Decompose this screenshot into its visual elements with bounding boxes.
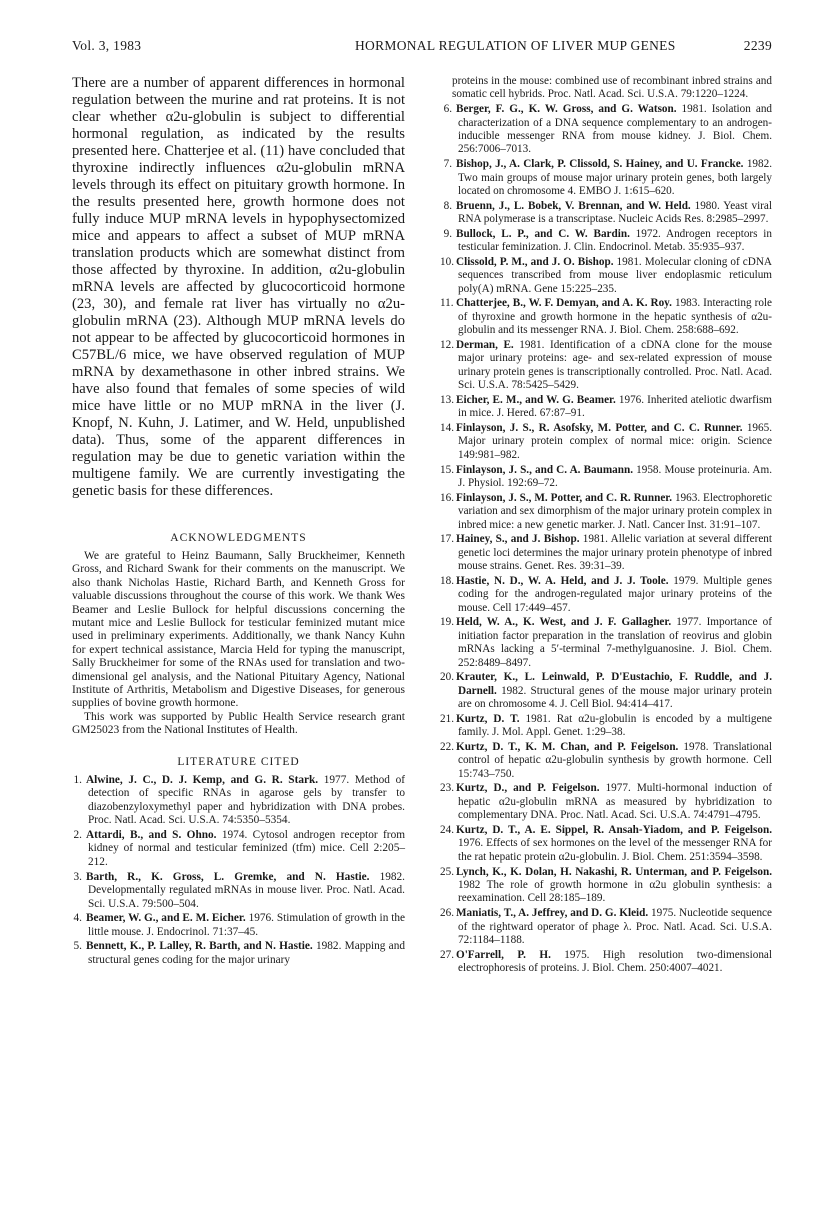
- reference-number: 8.: [443, 199, 452, 212]
- right-column: [442, 75, 772, 977]
- reference-text: 1982. Developmentally regulated mRNAs in mouse liver. Proc. Natl. Acad. Sci. U.S.A. 79:500–504.: [88, 870, 405, 910]
- reference-item: [442, 782, 772, 822]
- reference-text: 1972. Androgen receptors in testicular feminization. J. Clin. Endocrinol. Metab. 35:935–937.: [458, 227, 772, 254]
- reference-item: [442, 394, 772, 421]
- reference-authors: Bishop, J., A. Clark, P. Clissold, S. Hainey, and U. Francke.: [456, 158, 744, 171]
- reference-authors: Kurtz, D. T., A. E. Sippel, R. Ansah-Yiadom, and P. Feigelson.: [456, 824, 772, 837]
- reference-text: 1977. Importance of initiation factor preparation in the translation of reovirus and globin mRNAs lacking a 5′-terminal 7-methylguanosine. J. Biol. Chem. 252:8489–8497.: [458, 616, 772, 669]
- left-column: [72, 75, 405, 969]
- reference-number: 22.: [440, 740, 454, 753]
- reference-item: [442, 158, 772, 198]
- reference-item: [72, 940, 405, 967]
- reference-authors: Lynch, K., K. Dolan, H. Nakashi, R. Unterman, and P. Feigelson.: [456, 865, 772, 878]
- reference-text: 1977. Multi-hormonal induction of hepatic α2u-globulin mRNA as measured by hybridization to complementary DNA. Proc. Natl. Acad. Sci. U.S.A. 74:4791–4795.: [458, 782, 773, 822]
- reference-authors: O'Farrell, P. H.: [456, 948, 551, 961]
- reference-text: 1975. High resolution two-dimensional electrophoresis of proteins. J. Biol. Chem. 250:4007–4021.: [458, 948, 772, 975]
- reference-list-left: [72, 774, 405, 968]
- reference-authors: Kurtz, D. T.: [456, 712, 520, 725]
- reference-item: [72, 871, 405, 912]
- reference-item: [442, 866, 772, 906]
- reference-item: [442, 616, 772, 670]
- reference-number: 12.: [440, 338, 454, 351]
- reference-text: 1983. Interacting role of thyroxine and growth hormone in the hepatic synthesis of α2u-globulin and its messenger RNA. J. Biol. Chem. 258:688–692.: [458, 297, 772, 337]
- reference-number: 23.: [440, 782, 454, 795]
- reference-item: [442, 824, 772, 864]
- reference-number: 16.: [440, 491, 454, 504]
- acknowledgments-paragraph: We are grateful to Heinz Baumann, Sally Bruckheimer, Kenneth Gross, and Richard Swank for their comments on the manuscript. We also thank Nicholas Hastie, Richard Barth, and Kenneth Gross for valuable discussions throughout the course of this work. We thank Wes Beamer and Leslie Bullock for helpful discussions concerning the mutant mice and Leslie Bullock for testicular feminized mutant mice used in preliminary experiments. Additionally, we thank Nancy Kuhn for expert technical assistance, Marcia Held for typing the manuscript, Sally Bruckheimer for some of the RNAs used for translation and two-dimensional gel analysis, and the National Pituitary Agency, National Institute of Arthritis, Metabolism and Digestive Diseases, for generous supplies of bovine growth hormone.: [72, 550, 405, 710]
- reference-authors: Bullock, L. P., and C. W. Bardin.: [456, 227, 630, 240]
- reference-authors: Eicher, E. M., and W. G. Beamer.: [456, 393, 616, 406]
- reference-authors: Clissold, P. M., and J. O. Bishop.: [456, 255, 614, 268]
- reference-text: 1977. Method of detection of specific RNAs in agarose gels by transfer to diazobenzyloxymethyl paper and hybridization with DNA probes. Proc. Natl. Acad. Sci. U.S.A. 74:5350–5354.: [88, 773, 405, 827]
- reference-authors: Finlayson, J. S., R. Asofsky, M. Potter, and C. C. Runner.: [456, 422, 743, 435]
- reference-number: 10.: [440, 255, 454, 268]
- reference-item: [442, 741, 772, 781]
- acknowledgments-heading: ACKNOWLEDGMENTS: [170, 532, 307, 544]
- reference-number: 26.: [440, 907, 454, 920]
- running-title: HORMONAL REGULATION OF LIVER MUP GENES: [355, 38, 676, 53]
- reference-item: [72, 912, 405, 939]
- reference-number: 13.: [440, 393, 454, 406]
- reference-authors: Finlayson, J. S., M. Potter, and C. R. Runner.: [456, 491, 673, 504]
- reference-text: 1981. Molecular cloning of cDNA sequences transcribed from mouse liver endoplasmic reticulum poly(A) mRNA. Gene 15:225–235.: [458, 255, 772, 295]
- reference-item: [442, 256, 772, 296]
- reference-authors: Alwine, J. C., D. J. Kemp, and G. R. Stark.: [86, 773, 319, 786]
- reference-text: 1981. Rat α2u-globulin is encoded by a multigene family. J. Mol. Appl. Genet. 1:29–38.: [458, 712, 773, 739]
- reference-authors: Barth, R., K. Gross, L. Gremke, and N. Hastie.: [86, 870, 370, 883]
- running-head: [72, 38, 772, 58]
- reference-number: 5.: [73, 940, 82, 953]
- reference-authors: Bennett, K., P. Lalley, R. Barth, and N. Hastie.: [86, 940, 313, 953]
- literature-heading: LITERATURE CITED: [177, 755, 300, 768]
- reference-text: 1958. Mouse proteinuria. Am. J. Physiol. 192:69–72.: [458, 463, 772, 490]
- reference-text: 1963. Electrophoretic variation and sex dimorphism of the major urinary protein complex in inbred mice: a new genetic marker. J. Natl. Cancer Inst. 31:91–107.: [458, 491, 772, 531]
- reference-text: 1975. Nucleotide sequence of the rightward operator of phage λ. Proc. Natl. Acad. Sci. U.S.A. 72:1184–1188.: [458, 907, 772, 947]
- reference-number: 19.: [440, 616, 454, 629]
- reference-number: 20.: [440, 671, 454, 684]
- reference-authors: Bruenn, J., L. Bobek, V. Brennan, and W. Held.: [456, 199, 691, 212]
- volume-label: Vol. 3, 1983: [72, 38, 142, 53]
- reference-item: [442, 949, 772, 976]
- reference-item: [72, 829, 405, 870]
- reference-authors: Chatterjee, B., W. F. Demyan, and A. K. Roy.: [456, 297, 672, 310]
- reference-text: 1979. Multiple genes coding for the androgen-regulated major urinary proteins of the mouse. Cell 17:449–457.: [458, 574, 772, 614]
- reference-item: [442, 339, 772, 393]
- reference-text: 1976. Stimulation of growth in the little mouse. J. Endocrinol. 71:37–45.: [88, 912, 405, 938]
- reference-number: 25.: [440, 865, 454, 878]
- reference-authors: Kurtz, D., and P. Feigelson.: [456, 782, 600, 795]
- reference-text: 1981. Allelic variation at several different genetic loci determines the major urinary protein phenotype of inbred mouse strains. Genet. Res. 39:31–39.: [458, 533, 772, 573]
- reference-text: 1981. Isolation and characterization of a DNA sequence complementary to an androgen-inducible messenger RNA from mouse kidney. J. Biol. Chem. 256:7006–7013.: [458, 103, 773, 156]
- reference-authors: Hastie, N. D., W. A. Held, and J. J. Toole.: [456, 574, 669, 587]
- reference-text: 1982. Structural genes of the mouse major urinary protein are on chromosome 4. J. Cell Biol. 94:414–417.: [458, 684, 772, 711]
- reference-item: [442, 713, 772, 740]
- reference-authors: Hainey, S., and J. Bishop.: [456, 533, 580, 546]
- reference-number: 4.: [73, 912, 82, 925]
- reference-authors: Berger, F. G., K. W. Gross, and G. Watson.: [456, 103, 677, 116]
- reference-number: 7.: [443, 158, 452, 171]
- reference-authors: Beamer, W. G., and E. M. Eicher.: [86, 912, 246, 925]
- reference-authors: Held, W. A., K. West, and J. F. Gallagher.: [456, 616, 672, 629]
- reference-item: [442, 103, 772, 157]
- reference-number: 21.: [440, 712, 454, 725]
- reference-item: [72, 774, 405, 828]
- reference-number: 14.: [440, 422, 454, 435]
- reference-number: 6.: [443, 103, 452, 116]
- discussion-paragraph: There are a number of apparent differences in hormonal regulation between the murine and rat proteins. It is not clear whether α2u-globulin is subject to differential hormonal regulation, as indicated by the results presented here. Chatterjee et al. (11) have concluded that thyroxine indirectly influences α2u-globulin mRNA levels through its effect on pituitary growth hormone. In the results presented here, growth hormone does not fully induce MUP mRNA levels in hypophysectomized mice and appears to affect a subset of MUP mRNA translation products which are somewhat distinct from those affected by thyroxine. In addition, α2u-globulin mRNA levels are affected by glucocorticoid hormone (23, 30), and female rat liver has virtually no α2u-globulin mRNA (23). Although MUP mRNA levels do not appear to be affected by glucocorticoid hormones in C57BL/6 mice, we have observed regulation of MUP mRNA by dexamethasone in other inbred strains. We have also found that females of some species of wild mice have little or no MUP mRNA in the liver (J. Knopf, N. Kuhn, J. Latimer, and W. Held, unpublished data). Thus, some of the apparent differences in regulation may be due to genetic variation within the multigene family. We are currently investigating the genetic basis for these differences.: [72, 75, 405, 499]
- reference-item: [442, 464, 772, 491]
- reference-number: 2.: [73, 828, 82, 841]
- reference-item: [442, 422, 772, 462]
- reference-item: [442, 200, 772, 227]
- reference-text: 1980. Yeast viral RNA polymerase is a transcriptase. Nucleic Acids Res. 8:2985–2997.: [458, 199, 772, 226]
- reference-text: 1978. Translational control of hepatic α2u-globulin synthesis by growth hormone. Cell 15:743–750.: [458, 740, 772, 780]
- reference-number: 17.: [440, 533, 454, 546]
- reference-text: 1976. Inherited ateliotic dwarfism in mice. J. Hered. 67:87–91.: [458, 393, 772, 420]
- reference-text: 1982 The role of growth hormone in α2u globulin synthesis: a reexamination. Cell 28:185–189.: [458, 879, 772, 905]
- reference-number: 1.: [73, 773, 82, 786]
- reference-item: [442, 671, 772, 711]
- reference-authors: Maniatis, T., A. Jeffrey, and D. G. Kleid.: [456, 907, 649, 920]
- reference-text: 1982. Mapping and structural genes coding for the major urinary: [88, 940, 405, 966]
- reference-text: 1974. Cytosol androgen receptor from kidney of normal and testicular feminized (tfm) mice. Cell 2:205–212.: [88, 828, 406, 868]
- reference-text: 1965. Major urinary protein complex of normal mice: origin. Science 149:981–982.: [458, 422, 773, 461]
- reference-number: 9.: [443, 227, 452, 240]
- reference-number: 15.: [440, 463, 454, 476]
- reference-authors: Finlayson, J. S., and C. A. Baumann.: [456, 463, 634, 476]
- reference-number: 11.: [440, 297, 454, 310]
- reference-authors: Attardi, B., and S. Ohno.: [86, 828, 217, 841]
- reference-item: [442, 492, 772, 532]
- reference-item: [442, 228, 772, 255]
- reference-authors: Derman, E.: [456, 338, 514, 351]
- funding-paragraph: This work was supported by Public Health Service research grant GM25023 from the National Institutes of Health.: [72, 710, 405, 737]
- reference-authors: Kurtz, D. T., K. M. Chan, and P. Feigelson.: [456, 740, 679, 753]
- reference-text: 1981. Identification of a cDNA clone for the mouse major urinary proteins: age- and sex-related expression of mouse urinary protein genes is transcriptionally controlled. Proc. Natl. Acad. Sci. U.S.A. 78:5425–5429.: [458, 338, 772, 392]
- reference-number: 24.: [440, 824, 454, 837]
- reference-item: [442, 297, 772, 337]
- reference-number: 27.: [440, 948, 454, 961]
- reference-item: [442, 533, 772, 573]
- reference-item: [442, 907, 772, 947]
- reference-item: [442, 575, 772, 615]
- page-number: 2239: [743, 38, 772, 53]
- reference-number: 18.: [440, 574, 454, 587]
- reference-continuation: proteins in the mouse: combined use of recombinant inbred strains and somatic cell hybrids. Proc. Natl. Acad. Sci. U.S.A. 79:1220–1224.: [452, 75, 772, 101]
- reference-list-right: [442, 103, 772, 975]
- reference-authors: Krauter, K., L. Leinwald, P. D'Eustachio, F. Ruddle, and J. Darnell.: [456, 671, 772, 697]
- reference-number: 3.: [73, 870, 82, 883]
- reference-text: 1976. Effects of sex hormones on the level of the messenger RNA for the rat hepatic protein α2u-globulin. J. Biol. Chem. 251:3594–3598.: [458, 837, 772, 863]
- reference-text: 1982. Two main groups of mouse major urinary protein genes, both largely located on chromosome 4. EMBO J. 1:615–620.: [458, 158, 772, 197]
